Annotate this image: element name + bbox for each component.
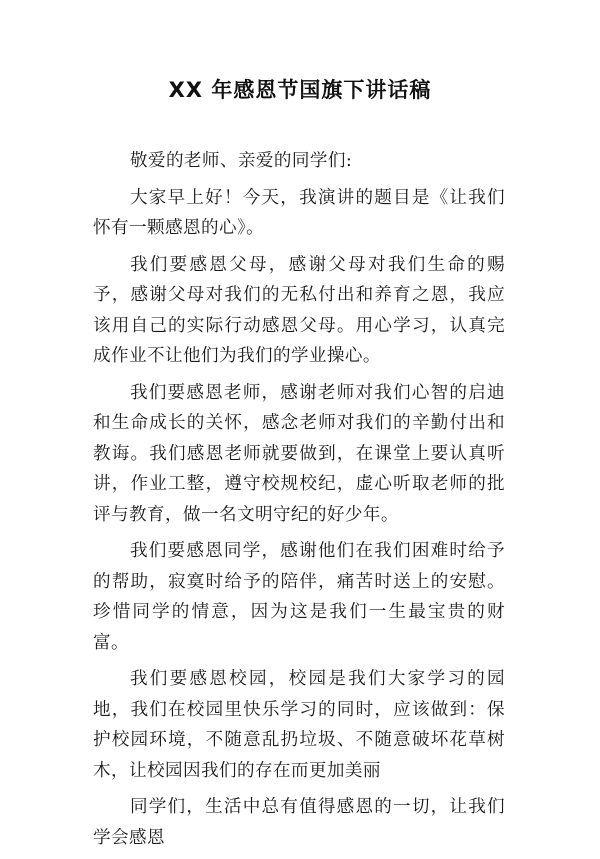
paragraph-greeting: 大家早上好！今天，我演讲的题目是《让我们怀有一颗感恩的心》。: [93, 187, 505, 238]
document-body: [93, 146, 505, 859]
paragraph-classmates: 我们要感恩同学，感谢他们在我们困难时给予的帮助，寂寞时给予的陪伴，痛苦时送上的安慰。珍惜同学的情意，因为这是我们一生最宝贵的财富。: [93, 541, 505, 653]
paragraph-salutation: 敬爱的老师、亲爱的同学们:: [129, 151, 353, 171]
paragraph-parents: 我们要感恩父母，感谢父母对我们生命的赐予，感谢父母对我们的无私付出和养育之恩，我应该用自己的实际行动感恩父母。用心学习，认真完成作业不让他们为我们的学业操心。: [93, 254, 505, 366]
paragraph-closing: 同学们，生活中总有值得感恩的一切，让我们学会感恩: [93, 797, 505, 848]
paragraph-teachers: 我们要感恩老师，感谢老师对我们心智的启迪和生命成长的关怀，感念老师对我们的辛勤付出和教诲。我们感恩老师就要做到，在课堂上要认真听讲，作业工整，遵守校规校纪，虚心听取老师的批评与教育，做一名文明守纪的好少年。: [93, 382, 505, 525]
document-title: XX 年感恩节国旗下讲话稿: [168, 78, 432, 102]
paragraph-campus: 我们要感恩校园，校园是我们大家学习的园地，我们在校园里快乐学习的同时，应该做到：保护校园环境，不随意乱扔垃圾、不随意破坏花草树木，让校园因我们的存在而更加美丽: [93, 669, 505, 781]
